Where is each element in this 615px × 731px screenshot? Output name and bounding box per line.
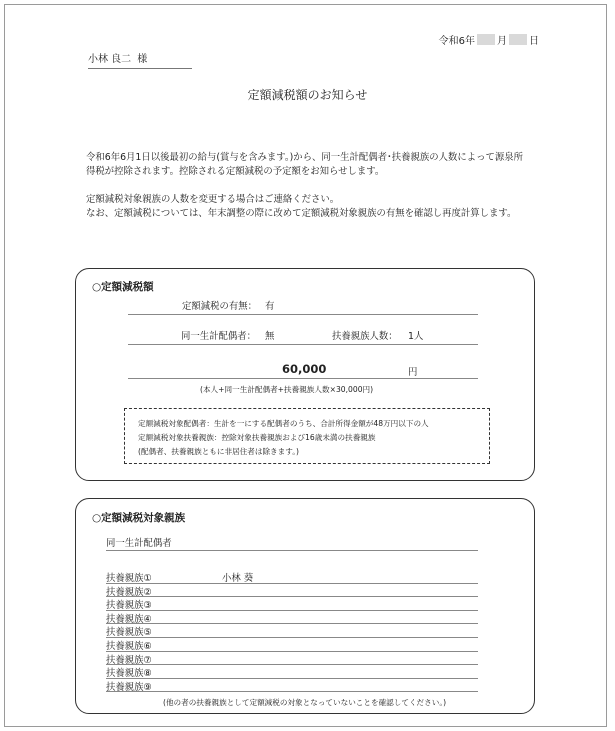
spouse-value: 無 (265, 331, 275, 342)
document-title: 定額減税額のお知らせ (247, 88, 368, 102)
note-dependent-definition: 定額減税対象扶養親族：控除対象扶養親族および16歳未満の扶養親族 (138, 433, 376, 442)
issue-date (439, 32, 539, 47)
dependent-rule (106, 583, 478, 584)
tax-amount-unit: 円 (408, 367, 418, 378)
note-nonresident: (配偶者、扶養親族ともに非居住者は除きます。) (138, 447, 299, 456)
intro-line-2: 得税が控除されます。控除される定額減税の予定額をお知らせします。 (86, 166, 385, 177)
dependent-rule (106, 596, 478, 597)
dependent-label: 扶養親族⑧ (106, 668, 152, 680)
eligible-family-heading: ○定額減税対象親族 (92, 512, 186, 524)
dependent-rule (106, 651, 478, 652)
dependent-label: 扶養親族⑤ (106, 627, 152, 639)
date-day: 日 (529, 36, 539, 47)
dependent-label: 扶養親族④ (106, 613, 152, 625)
date-month: 月 (497, 36, 507, 47)
dependent-rule (106, 664, 478, 665)
family-spouse-rule (106, 550, 478, 551)
dependent-label: 扶養親族② (106, 586, 152, 598)
dependents-count-label: 扶養親族人数： (332, 331, 398, 342)
date-prefix: 令和6年 (438, 36, 475, 47)
dependent-rule (106, 637, 478, 638)
dependent-label: 扶養親族① (106, 573, 152, 584)
family-spouse-label: 同一生計配偶者 (106, 538, 172, 549)
intro-line-3: 定額減税対象親族の人数を変更する場合はご連絡ください。 (86, 194, 340, 205)
spouse-label: 同一生計配偶者： (181, 331, 257, 342)
dependent-label: 扶養親族③ (106, 600, 152, 612)
spouse-rule (128, 344, 478, 345)
dependent-label: 扶養親族⑨ (106, 681, 152, 693)
presence-label: 定額減税の有無： (182, 301, 258, 312)
dependents-count-value: 1人 (408, 331, 424, 342)
dependent-label: 扶養親族⑦ (106, 654, 152, 666)
recipient (88, 50, 192, 69)
amount-formula: (本人+同一生計配偶者+扶養親族人数×30,000円) (200, 385, 374, 394)
dependent-label: 扶養親族⑥ (106, 641, 152, 652)
intro-line-1: 令和6年6月1日以後最初の給与(賞与を含みます。)から、同一生計配偶者･扶養親族の人数によって源泉所 (86, 152, 523, 163)
tax-amount-value: 60,000 (282, 362, 327, 376)
dependent-name: 小林 葵 (222, 573, 254, 584)
tax-amount-heading: ○定額減税額 (92, 281, 154, 293)
month-redaction (477, 34, 495, 45)
amount-rule (128, 378, 478, 379)
recipient-suffix: 様 (137, 54, 148, 65)
family-footnote: (他の者の扶養親族として定額減税の対象となっていないことを確認してください。) (163, 698, 447, 707)
day-redaction (509, 34, 527, 45)
dependent-rule (106, 623, 478, 624)
presence-value: 有 (265, 301, 275, 312)
recipient-name: 小林 良二 (88, 54, 132, 65)
dependent-rule (106, 678, 478, 679)
dependent-rule (106, 691, 478, 692)
note-spouse-definition: 定額減税対象配偶者：生計を一にする配偶者のうち、合計所得金額が48万円以下の人 (138, 419, 429, 428)
intro-line-4: なお、定額減税については、年末調整の際に改めて定額減税対象親族の有無を確認し再度計算します。 (86, 208, 517, 219)
presence-rule (128, 314, 478, 315)
dependent-rule (106, 610, 478, 611)
